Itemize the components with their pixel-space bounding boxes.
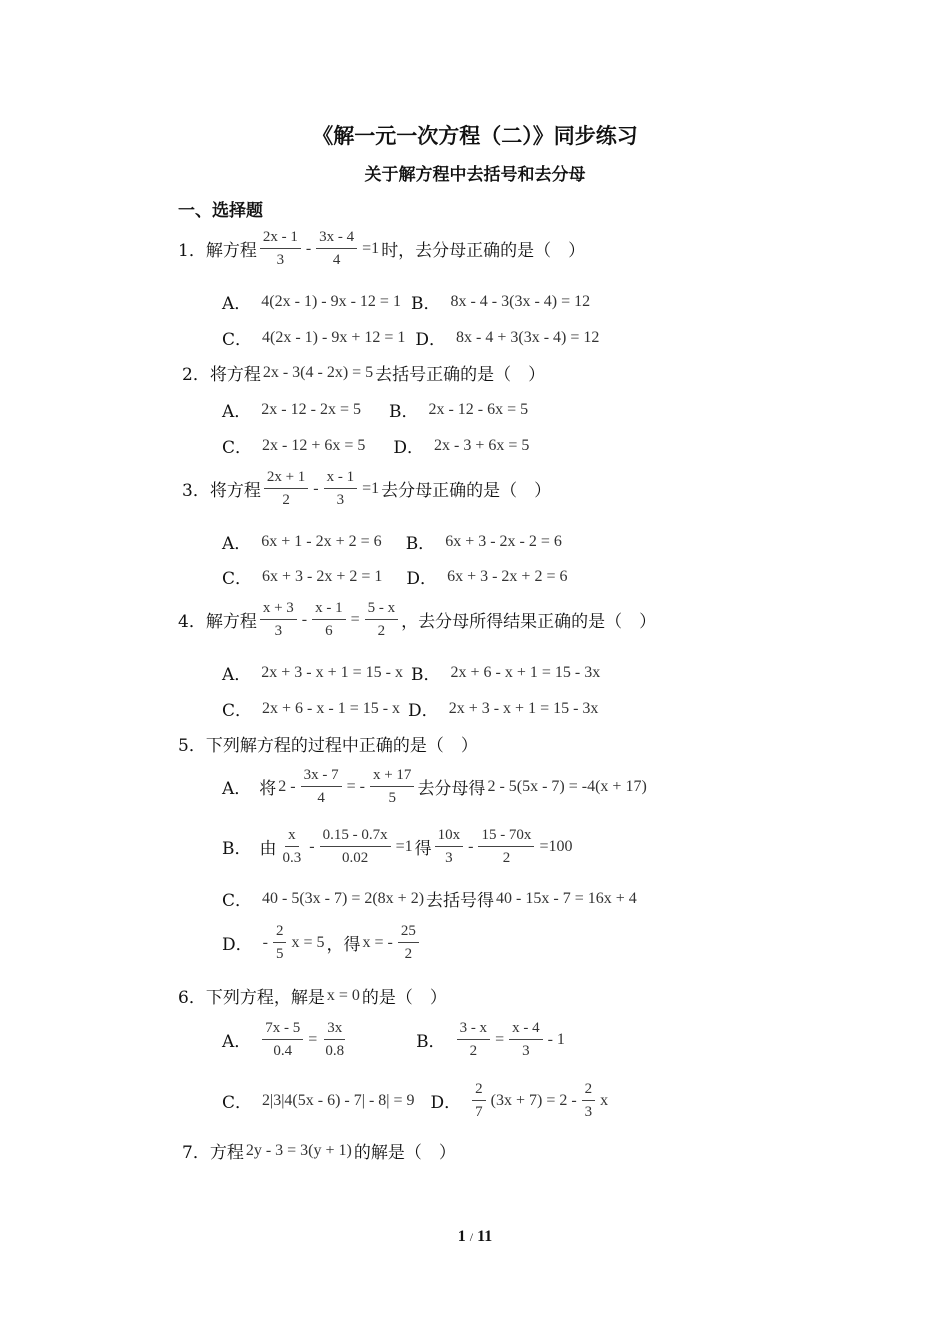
option-c-expression: 6x + 3 - 2x + 2 = 1 [262,567,383,585]
question-text: 的是（ ） [361,988,447,1008]
option-b-expression: 2x - 12 - 6x = 5 [428,400,529,418]
question-text: 将方程 [209,365,261,385]
question-text: 去括号正确的是（ ） [375,365,546,385]
question-number: 4． [178,612,206,632]
option-label: D． [222,935,253,955]
option-label: C． [222,701,253,721]
option-label: D． [430,1093,462,1113]
option-b-expression: 6x + 3 - 2x - 2 = 6 [445,532,562,550]
option-d-expression: 2x + 3 - x + 1 = 15 - 3x [448,699,599,717]
question-6-options-cd: C． 2|3|4(5x - 6) - 7| - 8| = 9 D． $\frac{2}{7}$ (3x + 7) = 2 - $\frac{2}{3}$ x [222,1081,609,1120]
page-subtitle: 关于解方程中去括号和去分母 [364,165,586,185]
question-text: ，去分母所得结果正确的是（ ） [401,612,657,632]
fraction: $\frac{x - 1}{6}$ [312,599,346,640]
equation: 2y - 3 = 3(y + 1) [245,1141,352,1159]
option-label: A． [222,665,252,685]
question-text: 下列方程，解是 [205,988,325,1008]
page-number: 1 / 11 [457,1228,493,1245]
fraction: $\frac{2}{7}$ [472,1080,486,1121]
fraction: $\frac{2x - 1}{3}$ [260,228,301,269]
option-label: D． [408,701,439,721]
question-number: 7． [182,1143,210,1163]
option-label: C． [222,438,253,458]
question-5 [178,731,478,756]
fraction: $\frac{x}{0.3}$ [282,827,302,866]
option-label: D． [393,438,425,458]
option-label: C． [222,569,253,589]
question-text: 方程 [209,1143,244,1163]
question-text: 解方程 [205,241,257,261]
question-number: 2． [182,365,210,385]
fraction: $\frac{3x}{0.8}$ [325,1020,345,1059]
question-6-options-ab: A． $\frac{7x - 5}{0.4}$ = $\frac{3x}{0.8}$ B． $\frac{3 - x}{2}$ = $\frac{x - 4}{3}$ - 1 [222,1020,565,1059]
question-5-option-d: D． - $\frac{2}{5}$ x = 5 ，得 x = - $\frac{25}{2}$ [222,922,422,963]
option-b-expression: 8x - 4 - 3(3x - 4) = 12 [450,292,591,310]
equation: x = 0 [326,986,360,1004]
question-5-option-b: B． 由 $\frac{x}{0.3}$ - $\frac{0.15 - 0.7x}{0.02}$ =1 得 $\frac{10x}{3}$ - $\frac{15 - 70x}{2}$ =100 [222,827,573,866]
question-2-options-ab [222,397,530,422]
option-c-expression: 2x - 12 + 6x = 5 [262,436,366,454]
question-3-options-ab [222,529,564,554]
fraction: $\frac{2}{3}$ [582,1080,596,1121]
option-label: C． [222,1093,253,1113]
option-label: A． [222,534,252,554]
question-4: 4． 解方程 $\frac{x + 3}{3}$ - $\frac{x - 1}{6}$ = $\frac{5 - x}{2}$ ，去分母所得结果正确的是（ ） [178,600,657,639]
option-label: A． [222,402,252,422]
fraction: $\frac{x - 4}{3}$ [509,1019,543,1060]
question-text: 的解是（ ） [353,1143,456,1163]
question-text: 解方程 [205,612,257,632]
question-number: 3． [182,481,210,501]
option-label: B． [405,534,436,554]
option-label: D． [406,569,438,589]
option-a-expression: 2x - 12 - 2x = 5 [261,400,361,418]
fraction: $\frac{3x - 4}{4}$ [316,228,357,269]
fraction: $\frac{15 - 70x}{2}$ [478,826,534,867]
question-3-options-cd [222,564,569,589]
equation: 2x - 3(4 - 2x) = 5 [262,363,374,381]
fraction: $\frac{3x - 7}{4}$ [301,766,342,807]
question-text: 去分母正确的是（ ） [381,481,552,501]
fraction: $\frac{x - 1}{3}$ [324,468,358,509]
option-a-expression: 2x + 3 - x + 1 = 15 - x [261,663,404,681]
option-d-expression: 6x + 3 - 2x + 2 = 6 [447,567,568,585]
question-1-options-cd [222,325,601,350]
question-number: 6． [178,988,206,1008]
question-1: 1． 解方程 $\frac{2x - 1}{3}$ - $\frac{3x - 4}{4}$ =1 时，去分母正确的是（ ） [178,229,586,268]
section-heading: 一、选择题 [178,201,263,221]
question-4-options-ab [222,660,602,685]
option-label: B． [416,1032,446,1052]
question-2-options-cd [222,433,531,458]
option-c-expression: 2x + 6 - x - 1 = 15 - x [262,699,401,717]
question-text: 将方程 [209,481,261,501]
fraction: $\frac{0.15 - 0.7x}{0.02}$ [320,826,391,867]
fraction: $\frac{5 - x}{2}$ [365,599,399,640]
option-label: B． [411,665,441,685]
option-label: B． [388,402,419,422]
option-c-expression: 4(2x - 1) - 9x + 12 = 1 [262,328,406,346]
option-a-expression: 4(2x - 1) - 9x - 12 = 1 [261,292,401,310]
question-5-option-c: C． 40 - 5(3x - 7) = 2(8x + 2) 去括号得 40 - 15x - 7 = 16x + 4 [222,886,639,911]
question-4-options-cd [222,696,600,721]
fraction: $\frac{25}{2}$ [398,922,419,963]
question-5-option-a: A． 将 2 - $\frac{3x - 7}{4}$ = - $\frac{x + 17}{5}$ 去分母得 2 - 5(5x - 7) = -4(x + 17) [222,767,647,806]
question-number: 5． [178,736,206,756]
fraction: $\frac{2x + 1}{2}$ [264,468,308,509]
option-label: B． [410,294,441,314]
fraction: $\frac{x + 17}{5}$ [370,766,414,807]
question-number: 1． [178,241,206,261]
fraction: $\frac{10x}{3}$ [435,826,464,867]
option-d-expression: 8x - 4 + 3(3x - 4) = 12 [456,328,600,346]
option-b-expression: 2x + 6 - x + 1 = 15 - 3x [450,663,601,681]
question-1-options-ab [222,289,592,314]
question-6 [178,983,447,1008]
option-label: A． [222,1032,252,1052]
question-text: 下列解方程的过程中正确的是（ ） [205,736,478,756]
option-c-expression: 2|3|4(5x - 6) - 7| - 8| = 9 [262,1091,415,1109]
option-label: A． [222,779,252,799]
fraction: $\frac{x + 3}{3}$ [260,599,297,640]
fraction: $\frac{2}{5}$ [273,922,287,963]
option-label: C． [222,891,253,911]
fraction: $\frac{7x - 5}{0.4}$ [262,1019,303,1060]
option-a-expression: 6x + 1 - 2x + 2 = 6 [261,532,382,550]
option-label: D． [415,330,447,350]
option-label: C． [222,330,253,350]
fraction: $\frac{3 - x}{2}$ [457,1019,491,1060]
question-7 [182,1138,456,1163]
question-3: 3． 将方程 $\frac{2x + 1}{2}$ - $\frac{x - 1}{3}$ =1 去分母正确的是（ ） [182,469,552,508]
question-text: 时，去分母正确的是（ ） [381,241,586,261]
option-label: A． [222,294,252,314]
option-label: B． [222,839,252,859]
page-title: 《解一元一次方程（二）》同步练习 [312,123,638,148]
question-2 [182,360,545,385]
option-d-expression: 2x - 3 + 6x = 5 [434,436,530,454]
